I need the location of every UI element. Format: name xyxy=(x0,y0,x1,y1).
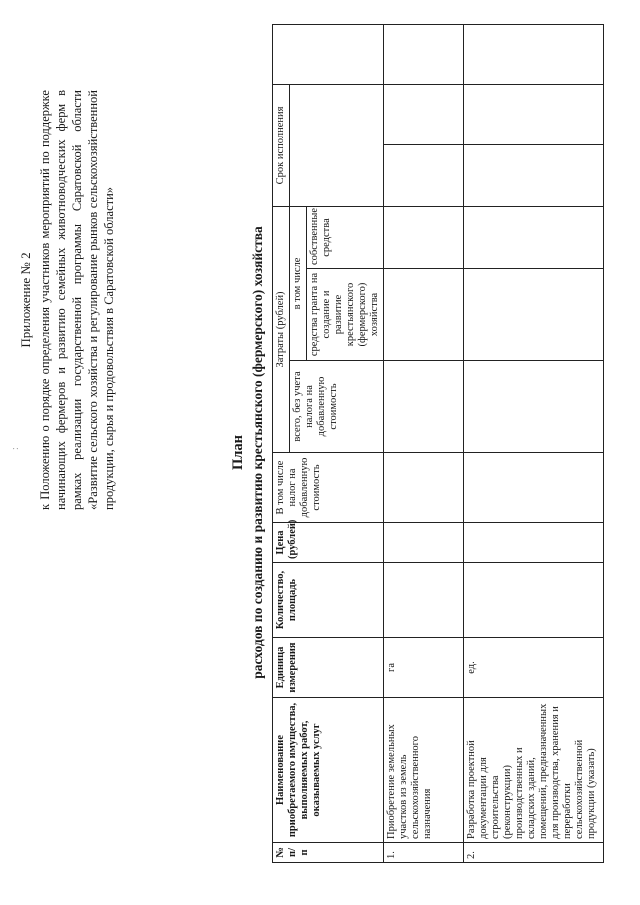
header-total: всего, без учета налога на добавленную стоимость xyxy=(290,361,384,453)
annex-text: к Положению о порядке определения участников мероприятий по поддержке начинающих фермеров и развитию семейных животноводческих ферм в рамках реализации государственной программы Саратовской области «Развитие сельского хозяйства и регулирование рынков сельскохозяйственной продукции, сырья и продовольствия в Саратовской области» xyxy=(38,90,116,510)
header-row-1 xyxy=(273,24,290,862)
row-cell xyxy=(384,144,464,206)
header-term: Срок исполнения xyxy=(273,84,290,206)
header-costs: Затраты (рублей) xyxy=(273,206,290,452)
row-cell xyxy=(384,453,464,523)
row-unit: ед. xyxy=(464,638,604,698)
header-num: № п/п xyxy=(273,843,384,863)
row-cell xyxy=(384,206,464,268)
header-name: Наименование приобретаемого имущества, выполняемых работ, оказываемых услуг xyxy=(273,698,384,843)
row-cell xyxy=(384,24,464,84)
plan-table xyxy=(272,24,604,863)
row-num: 1. xyxy=(384,843,464,863)
row-cell xyxy=(384,563,464,638)
row-cell xyxy=(384,84,464,144)
row-cell xyxy=(384,269,464,361)
row-cell xyxy=(464,206,604,268)
row-cell xyxy=(384,361,464,453)
row-cell xyxy=(464,84,604,144)
row-cell xyxy=(464,453,604,523)
header-vat: В том числе налог на добавленную стоимость xyxy=(273,453,384,523)
plan-subtitle: расходов по созданию и развитию крестьянского (фермерского) хозяйства xyxy=(250,226,265,679)
row-cell xyxy=(464,563,604,638)
row-cell xyxy=(384,523,464,563)
row-cell xyxy=(464,144,604,206)
row-cell xyxy=(464,24,604,84)
header-price: Цена (рублей) xyxy=(273,523,384,563)
table-row xyxy=(464,24,604,862)
header-qty: Количество, площадь xyxy=(273,563,384,638)
header-grant: средства гранта на создание и развитие крестьянского (фермерского) хозяйства xyxy=(307,269,384,361)
header-unit: Единица измерения xyxy=(273,638,384,698)
annex-title: Приложение № 2 xyxy=(18,252,33,348)
row-cell xyxy=(464,523,604,563)
row-name: Приобретение земельных участков из земель сельскохозяйственного назначения xyxy=(384,698,464,843)
plan-title: План xyxy=(230,434,246,471)
row-cell xyxy=(464,361,604,453)
header-extra xyxy=(273,24,384,84)
row-unit: га xyxy=(384,638,464,698)
row-name: Разработка проектной документации для строительства (реконструкции) производственных и складских зданий, помещений, предназначенных для производства, хранения и переработки сельскохозяйственной продукции (указать) xyxy=(464,698,604,843)
scan-mark: : xyxy=(10,447,21,450)
header-including: в том числе xyxy=(290,206,307,360)
row-cell xyxy=(464,269,604,361)
header-term-blank xyxy=(290,84,384,206)
row-num: 2. xyxy=(464,843,604,863)
annex-header xyxy=(18,90,117,510)
table-row xyxy=(384,24,464,862)
header-own: собственные средства xyxy=(307,206,384,268)
